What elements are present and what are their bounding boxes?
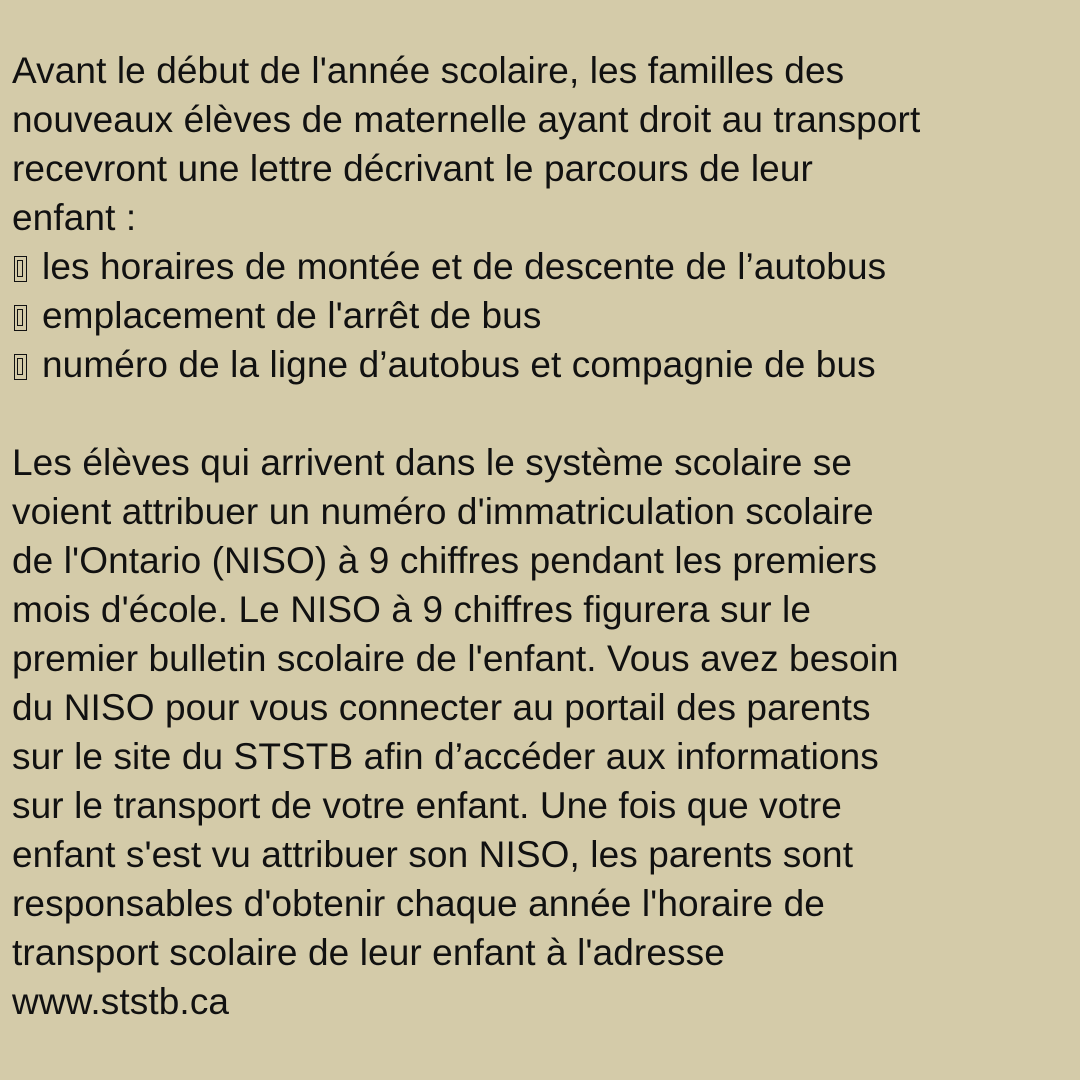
body-line: enfant s'est vu attribuer son NISO, les parents sont [12,834,854,875]
website-link-text: www.ststb.ca [12,981,230,1022]
body-line: voient attribuer un numéro d'immatriculation scolaire [12,491,874,532]
bullet-text: numéro de la ligne d’autobus et compagnie de bus [42,344,876,385]
intro-line: nouveaux élèves de maternelle ayant droit au transport [12,99,921,140]
body-line: du NISO pour vous connecter au portail des parents [12,687,871,728]
body-line: de l'Ontario (NISO) à 9 chiffres pendant les premiers [12,540,878,581]
paragraph-spacer [12,389,1074,438]
intro-paragraph [12,46,1074,242]
bullet-item [12,340,1074,389]
bullet-list [12,242,1074,389]
bullet-text: emplacement de l'arrêt de bus [42,295,542,336]
missing-glyph-box-icon [14,354,27,380]
bullet-item [12,242,1074,291]
body-line: sur le transport de votre enfant. Une fois que votre [12,785,842,826]
body-line: Les élèves qui arrivent dans le système scolaire se [12,442,853,483]
body-line: responsables d'obtenir chaque année l'horaire de [12,883,825,924]
missing-glyph-box-icon [14,256,27,282]
document-text [12,46,1074,1026]
body-line: transport scolaire de leur enfant à l'adresse [12,932,725,973]
body-paragraph [12,438,1074,1026]
intro-line: Avant le début de l'année scolaire, les familles des [12,50,845,91]
missing-glyph-box-icon [14,305,27,331]
body-line: sur le site du STSTB afin d’accéder aux informations [12,736,879,777]
bullet-item [12,291,1074,340]
body-line: premier bulletin scolaire de l'enfant. Vous avez besoin [12,638,899,679]
intro-line: recevront une lettre décrivant le parcours de leur [12,148,813,189]
bullet-text: les horaires de montée et de descente de l’autobus [42,246,887,287]
body-line: mois d'école. Le NISO à 9 chiffres figurera sur le [12,589,812,630]
intro-line: enfant : [12,197,137,238]
